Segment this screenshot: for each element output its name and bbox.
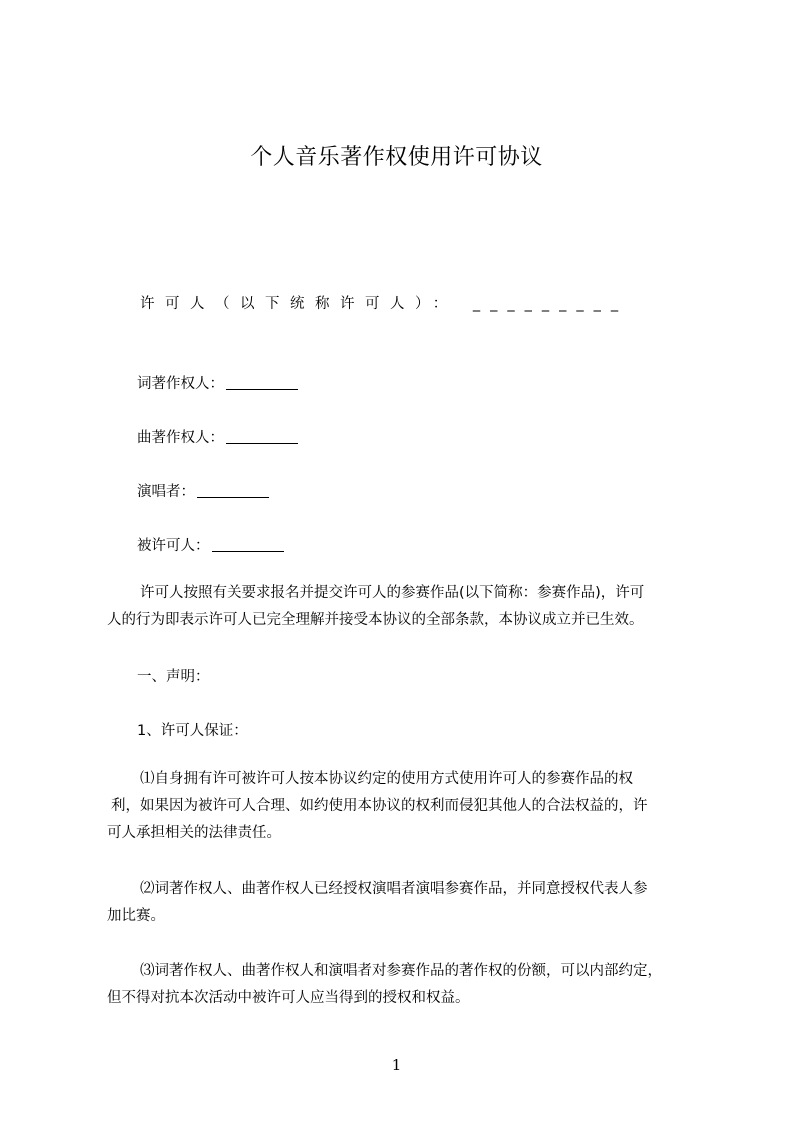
blank-line (197, 483, 269, 498)
party-label: 演唱者： (137, 484, 195, 500)
licensor-label: 许可人（以下统称许可人）： (140, 296, 458, 312)
clause-3-line-2: 但不得对抗本次活动中被许可人应当得到的授权和权益。 (107, 990, 470, 1006)
party-label: 词著作权人： (137, 376, 224, 392)
subsection-1-heading: 1、许可人保证： (137, 723, 248, 739)
licensor-blank: _________ (472, 296, 629, 312)
party-label: 被许可人： (137, 538, 210, 554)
blank-line (226, 375, 298, 390)
intro-line-2: 人的行为即表示许可人已完全理解并接受本协议的全部条款，本协议成立并已生效。 (107, 612, 644, 628)
party-licensee (137, 534, 284, 555)
clause-2 (107, 876, 648, 930)
party-lyricist (137, 372, 298, 393)
party-singer (137, 480, 269, 501)
clause-1-line-2: 利，如果因为被许可人合理、如约使用本协议的权利而侵犯其他人的合法权益的，许 (111, 798, 648, 814)
document-title: 个人音乐著作权使用许可协议 (250, 145, 543, 170)
clause-1-line-3: 可人承担相关的法律责任。 (107, 825, 281, 841)
page-number: 1 (391, 1056, 402, 1074)
clause-2-line-2: 加比赛。 (107, 908, 165, 924)
party-composer (137, 426, 298, 447)
intro-paragraph (107, 580, 644, 634)
clause-2-line-1: ⑵词著作权人、曲著作权人已经授权演唱者演唱参赛作品，并同意授权代表人参 (140, 881, 648, 897)
blank-line (226, 429, 298, 444)
clause-3 (107, 958, 662, 1012)
clause-1-line-1: ⑴自身拥有许可被许可人按本协议约定的使用方式使用许可人的参赛作品的权 (140, 771, 633, 787)
party-label: 曲著作权人： (137, 430, 224, 446)
section-1-heading: 一、声明： (137, 669, 210, 685)
intro-line-1: 许可人按照有关要求报名并提交许可人的参赛作品(以下简称：参赛作品)，许可 (140, 585, 645, 601)
clause-3-line-1: ⑶词著作权人、曲著作权人和演唱者对参赛作品的著作权的份额，可以内部约定， (140, 963, 662, 979)
licensor-line (140, 292, 628, 313)
blank-line (212, 537, 284, 552)
clause-1 (107, 766, 648, 847)
